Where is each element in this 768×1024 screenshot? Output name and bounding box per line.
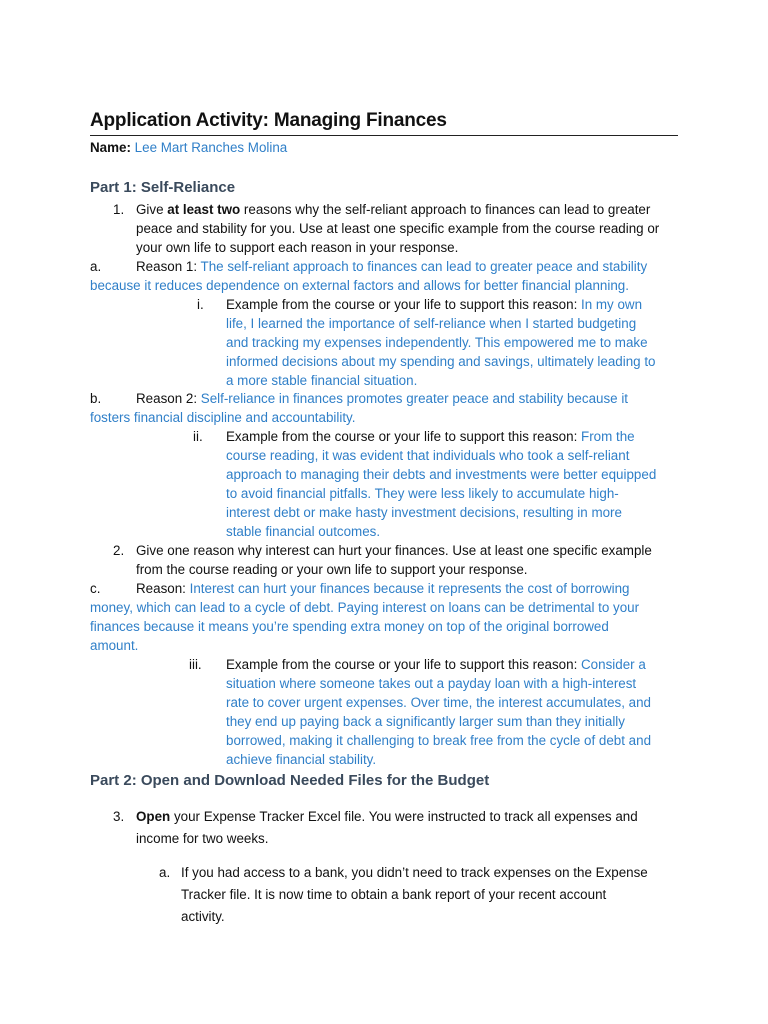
q1-post: reasons why the self-reliant approach to finances can lead to greater	[240, 202, 651, 217]
reason-a-label: Reason 1:	[136, 259, 201, 274]
example-ii-text: From the	[581, 429, 635, 444]
q3-line-1	[136, 806, 638, 828]
q1-line-2: peace and stability for you. Use at least one specific example from the course reading or	[136, 221, 660, 236]
example-iii-text: Consider a	[581, 657, 646, 672]
part2-a-line-1: If you had access to a bank, you didn’t need to track expenses on the Expense	[181, 865, 648, 880]
example-iii-line-4: they end up paying back a significantly larger sum than they initially	[226, 714, 625, 729]
reason-b-line-1	[136, 389, 628, 408]
part2-a-marker: a.	[159, 865, 171, 880]
q3-number: 3.	[113, 809, 125, 824]
reason-c-line-1	[136, 579, 630, 598]
reason-b-text: Self-reliance in finances promotes greater peace and stability because it	[200, 391, 629, 406]
part2-heading: Part 2: Open and Download Needed Files for the Budget	[90, 772, 490, 789]
reason-b-marker: b.	[90, 391, 102, 406]
reason-b-label: Reason 2:	[136, 391, 201, 406]
example-i-marker: i.	[197, 297, 204, 312]
reason-c-marker: c.	[90, 581, 101, 596]
reason-a-line-1	[136, 257, 647, 276]
example-i-line-1	[226, 295, 642, 314]
q2-line-1: Give one reason why interest can hurt your finances. Use at least one specific example	[136, 543, 652, 558]
q1-line-1	[136, 200, 650, 219]
example-iii-marker: iii.	[189, 657, 202, 672]
example-iii-line-5: borrowed, making it challenging to break free from the cycle of debt and	[226, 733, 652, 748]
q2-number: 2.	[113, 543, 125, 558]
q3-bold: Open	[136, 809, 171, 824]
example-ii-line-4: to avoid financial pitfalls. They were less likely to accumulate high-	[226, 486, 619, 501]
q1-pre: Give	[136, 202, 168, 217]
reason-c-line-3: finances because it means you’re spending extra money on top of the original borrowed	[90, 619, 609, 634]
example-ii-line-5: interest debt or make hasty investment decisions, resulting in more	[226, 505, 622, 520]
example-ii-label: Example from the course or your life to support this reason:	[226, 429, 582, 444]
part2-a-line-2: Tracker file. It is now time to obtain a bank report of your recent account	[181, 887, 607, 902]
example-iii-line-3: rate to cover urgent expenses. Over time, the interest accumulates, and	[226, 695, 651, 710]
reason-a-text: The self-reliant approach to finances can lead to greater peace and stability	[200, 259, 648, 274]
name-value: Lee Mart Ranches Molina	[134, 140, 288, 155]
example-iii-line-1	[226, 655, 646, 674]
example-i-line-2: life, I learned the importance of self-reliance when I started budgeting	[226, 316, 637, 331]
example-i-text: In my own	[581, 297, 643, 312]
example-ii-line-6: stable financial outcomes.	[226, 524, 381, 539]
example-iii-line-2: situation where someone takes out a payday loan with a high-interest	[226, 676, 637, 691]
reason-b-line-2: fosters financial discipline and accountability.	[90, 410, 356, 425]
example-ii-line-2: course reading, it was evident that individuals who took a self-reliant	[226, 448, 630, 463]
part2-a-line-3: activity.	[181, 909, 225, 924]
q3-text: your Expense Tracker Excel file. You were instructed to track all expenses and	[170, 809, 638, 824]
document-title: Application Activity: Managing Finances	[90, 110, 678, 136]
part1-heading: Part 1: Self-Reliance	[90, 179, 236, 196]
example-ii-line-3: approach to managing their debts and investments were better equipped	[226, 467, 657, 482]
q1-number: 1.	[113, 202, 125, 217]
q3-line-2: income for two weeks.	[136, 831, 269, 846]
example-iii-line-6: achieve financial stability.	[226, 752, 377, 767]
q2-line-2: from the course reading or your own life to support your response.	[136, 562, 528, 577]
example-ii-line-1	[226, 427, 635, 446]
example-i-line-4: informed decisions about my spending and savings, ultimately leading to	[226, 354, 656, 369]
example-ii-marker: ii.	[193, 429, 203, 444]
reason-c-text: Interest can hurt your finances because it represents the cost of borrowing	[189, 581, 630, 596]
name-line	[90, 138, 287, 157]
reason-c-line-2: money, which can lead to a cycle of debt. Paying interest on loans can be detrimental to your	[90, 600, 640, 615]
example-i-label: Example from the course or your life to support this reason:	[226, 297, 582, 312]
reason-c-line-4: amount.	[90, 638, 139, 653]
reason-a-marker: a.	[90, 259, 102, 274]
example-iii-label: Example from the course or your life to support this reason:	[226, 657, 582, 672]
reason-a-line-2: because it reduces dependence on external factors and allows for better financial planning.	[90, 278, 629, 293]
q1-bold: at least two	[167, 202, 241, 217]
example-i-line-3: and tracking my expenses independently. This empowered me to make	[226, 335, 648, 350]
q1-line-3: your own life to support each reason in your response.	[136, 240, 459, 255]
example-i-line-5: a more stable financial situation.	[226, 373, 418, 388]
reason-c-label: Reason:	[136, 581, 190, 596]
name-label: Name:	[90, 140, 131, 155]
